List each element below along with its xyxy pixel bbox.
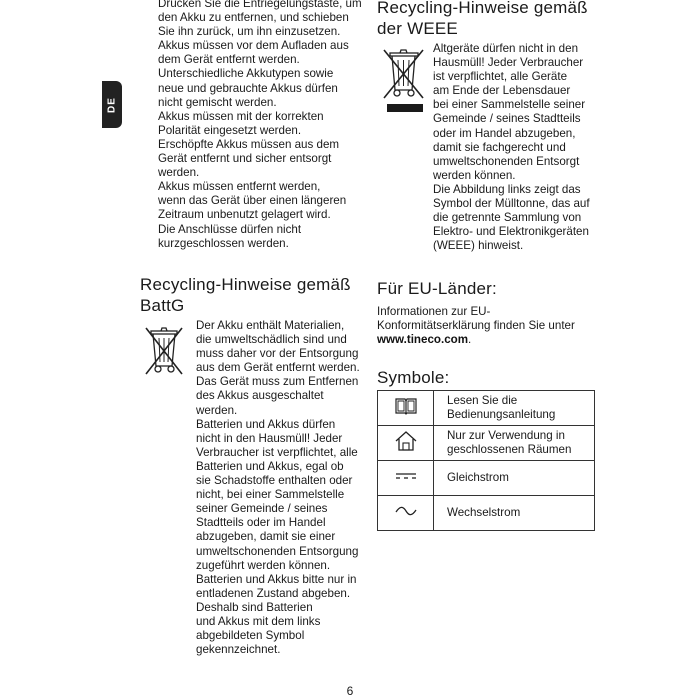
symbols-heading: Symbole: [377, 368, 450, 387]
eu-body [377, 305, 602, 347]
text-line: seiner Gemeinde / seines [196, 502, 328, 516]
weee-body [433, 42, 603, 253]
text-line: Akkus müssen vor dem Aufladen aus [158, 39, 349, 53]
text-line: aus dem Gerät entfernt werden. [196, 361, 360, 375]
text-line: Zeitraum unbenutzt gelagert wird. [158, 208, 331, 222]
battery-instructions [158, 0, 368, 251]
text-line: nicht gemischt werden. [158, 95, 277, 109]
text-line: Batterien und Akkus, egal ob [196, 459, 344, 473]
text-line: damit sie fachgerecht und [433, 140, 566, 154]
text-line: Sie ihn zurück, um ihn einzusetzen. [158, 25, 341, 39]
text-line: zugeführt werden können. [196, 558, 331, 572]
text-line: ist verpflichtet, alle Geräte [433, 70, 568, 84]
text-line: Die Abbildung links zeigt das [433, 182, 581, 196]
direct-current-icon [394, 471, 418, 484]
crossed-out-bin-icon [140, 322, 190, 383]
weee-body-text [433, 42, 603, 253]
text-line: am Ende der Lebensdauer [433, 84, 571, 98]
language-tab [102, 81, 122, 128]
weee-heading [377, 0, 588, 39]
text-line: kurzgeschlossen werden. [158, 236, 289, 250]
symbol-icon-cell [378, 496, 434, 531]
text-line: Symbol der Mülltonne, das auf [433, 197, 590, 211]
text-line: abgebildeten Symbol [196, 629, 305, 643]
symbol-text-cell [434, 496, 595, 531]
symbol-line: geschlossenen Räumen [447, 443, 572, 456]
text-line: Die Anschlüsse dürfen nicht [158, 222, 302, 236]
text-line: muss daher vor der Entsorgung [196, 347, 359, 361]
text-line: Akkus müssen mit der korrekten [158, 109, 324, 123]
symbol-line: Gleichstrom [447, 471, 509, 484]
text-line: Polarität eingesetzt werden. [158, 123, 302, 137]
text-line: gekennzeichnet. [196, 643, 281, 657]
text-line: Akkus müssen entfernt werden, [158, 180, 321, 194]
symbol-line: Bedienungsanleitung [447, 408, 556, 421]
eu-body-line1: Informationen zur EU- [377, 305, 491, 318]
symbol-text-cell [434, 426, 595, 461]
eu-url-suffix: . [468, 333, 472, 347]
text-line: Das Gerät muss zum Entfernen [196, 375, 359, 389]
text-line: umweltschonenden Entsorgung [196, 544, 359, 558]
symbol-icon-cell [378, 461, 434, 496]
tineco-link[interactable]: www.tineco.com [377, 333, 469, 347]
eu-body-line2: Konformitätserklärung finden Sie unter [377, 319, 575, 333]
text-line: dem Gerät entfernt werden. [158, 53, 300, 67]
eu-body-line3 [377, 333, 602, 347]
symbol-text-cell [434, 391, 595, 426]
text-line: Verbraucher ist verpflichtet, alle [196, 445, 358, 459]
table-row [378, 391, 595, 426]
battg-heading-line2: BattG [140, 296, 185, 315]
weee-heading-line1: Recycling-Hinweise gemäß [377, 0, 588, 17]
text-line: Gerät entfernt und sicher entsorgt [158, 152, 332, 166]
weee-bin-icon [378, 44, 430, 123]
text-line: entladenen Zustand abgeben. [196, 586, 351, 600]
text-line: Deshalb sind Batterien [196, 600, 313, 614]
symbols-table [377, 390, 595, 531]
symbol-text-cell [434, 461, 595, 496]
battg-body-text [196, 319, 371, 657]
symbol-line: Nur zur Verwendung in [447, 429, 565, 442]
symbol-line: Lesen Sie die [447, 394, 518, 407]
text-line: Elektro- und Elektronikgeräten [433, 225, 589, 239]
text-line: Drücken Sie die Entriegelungstaste, um [158, 0, 362, 10]
text-line: Hausmüll! Jeder Verbraucher [433, 56, 584, 70]
text-line: den Akku zu entfernen, und schieben [158, 11, 349, 25]
text-line: Batterien und Akkus dürfen [196, 417, 336, 431]
eu-heading: Für EU-Länder: [377, 279, 497, 298]
text-line: wenn das Gerät über einen längeren [158, 194, 347, 208]
text-line: die umweltschädlich sind und [196, 333, 347, 347]
house-icon [393, 443, 419, 456]
battg-heading-line1: Recycling-Hinweise gemäß [140, 275, 351, 294]
text-line: des Akkus ausgeschaltet [196, 389, 324, 403]
alternating-current-icon [394, 507, 418, 520]
table-row [378, 496, 595, 531]
text-line: Batterien und Akkus bitte nur in [196, 572, 357, 586]
text-line: oder im Handel abzugeben, [433, 126, 576, 140]
symbol-icon-cell [378, 426, 434, 461]
text-line: neue und gebrauchte Akkus dürfen [158, 81, 338, 95]
page-number: 6 [346, 684, 354, 698]
battg-heading [140, 274, 351, 316]
table-row [378, 426, 595, 461]
text-line: werden können. [433, 168, 516, 182]
battg-body [196, 319, 371, 657]
text-line: nicht, bei einer Sammelstelle [196, 488, 345, 502]
symbol-icon-cell [378, 391, 434, 426]
text-line: Gemeinde / seines Stadtteils [433, 112, 581, 126]
text-line: abzugeben, damit sie einer [196, 530, 336, 544]
text-line: Stadtteils oder im Handel [196, 516, 326, 530]
text-line: Erschöpfte Akkus müssen aus dem [158, 137, 340, 151]
text-line: Unterschiedliche Akkutypen sowie [158, 67, 334, 81]
text-line: werden. [196, 403, 238, 417]
symbol-line: Wechselstrom [447, 506, 521, 519]
language-tab-label: DE [106, 96, 118, 113]
open-book-icon [394, 406, 418, 419]
text-line: bei einer Sammelstelle seiner [433, 98, 586, 112]
battery-instructions-text [158, 0, 368, 251]
text-line: umweltschonenden Entsorgt [433, 154, 580, 168]
weee-heading-line2: der WEEE [377, 19, 458, 38]
text-line: die getrennte Sammlung von [433, 211, 582, 225]
text-line: nicht in den Hausmüll! Jeder [196, 431, 343, 445]
text-line: Der Akku enthält Materialien, [196, 319, 345, 332]
text-line: werden. [158, 166, 200, 180]
text-line: (WEEE) hinweist. [433, 239, 524, 253]
text-line: und Akkus mit dem links [196, 614, 321, 628]
table-row [378, 461, 595, 496]
text-line: sie Schadstoffe enthalten oder [196, 474, 353, 488]
text-line: Altgeräte dürfen nicht in den [433, 42, 579, 55]
